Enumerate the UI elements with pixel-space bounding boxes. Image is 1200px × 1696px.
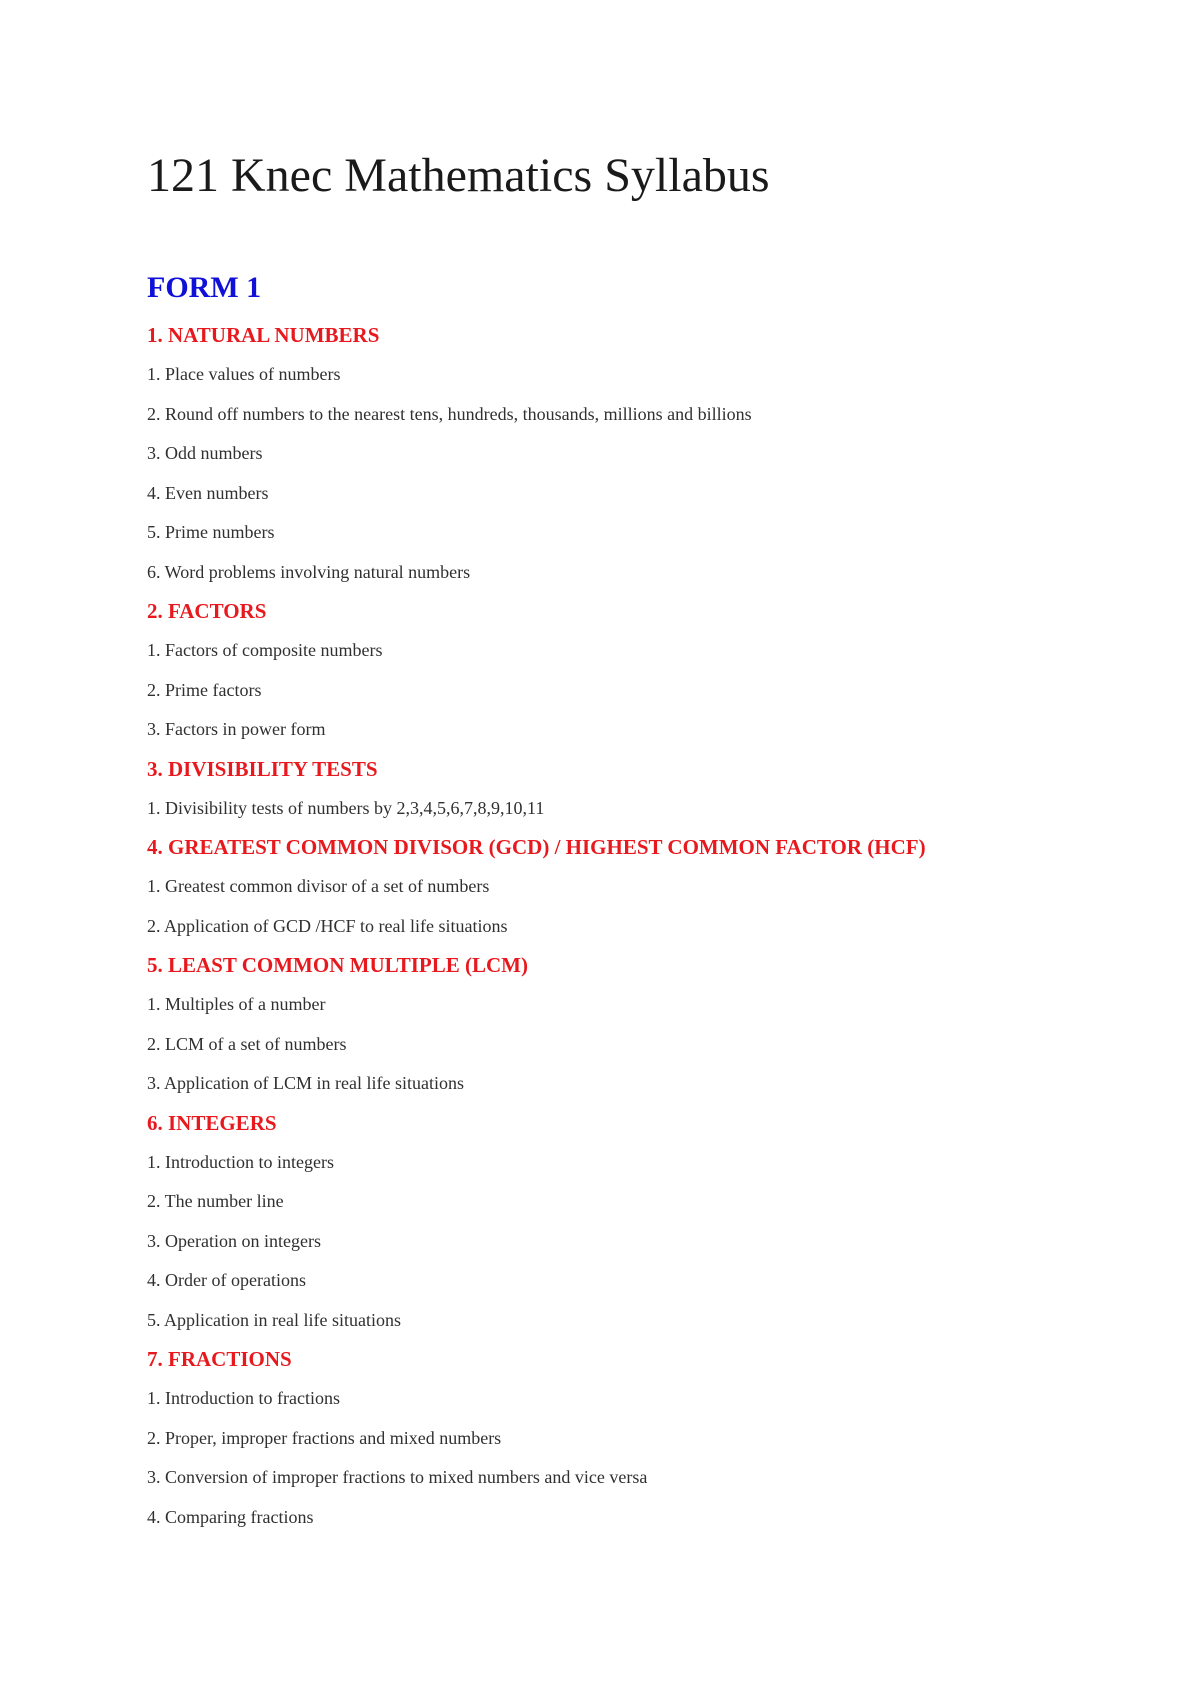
- topic-item: 2. Prime factors: [147, 679, 262, 700]
- topic-item: 3. Conversion of improper fractions to mixed numbers and vice versa: [147, 1467, 648, 1487]
- topic-list: [147, 789, 1107, 829]
- syllabus-section: [147, 316, 1107, 592]
- section-heading: 1. NATURAL NUMBERS: [147, 323, 380, 347]
- topic-item: 4. Comparing fractions: [147, 1506, 314, 1527]
- topic-list: [147, 985, 1107, 1104]
- document-title: 121 Knec Mathematics Syllabus: [147, 149, 770, 202]
- topic-item: 4. Even numbers: [147, 482, 269, 503]
- topic-item: 1. Introduction to integers: [147, 1151, 334, 1172]
- topic-item: 3. Factors in power form: [147, 719, 326, 739]
- topic-item: 6. Word problems involving natural numbers: [147, 561, 471, 582]
- topic-item: 4. Order of operations: [147, 1270, 306, 1290]
- topic-item: 1. Place values of numbers: [147, 364, 341, 384]
- section-heading: 4. GREATEST COMMON DIVISOR (GCD) / HIGHEST COMMON FACTOR (HCF): [147, 835, 926, 859]
- syllabus-section: [147, 1104, 1107, 1341]
- section-heading: 2. FACTORS: [147, 599, 267, 623]
- topic-item: 5. Application in real life situations: [147, 1309, 401, 1330]
- topic-item: 1. Introduction to fractions: [147, 1388, 340, 1408]
- topic-list: [147, 867, 1107, 946]
- topic-list: [147, 1143, 1107, 1341]
- syllabus-section: [147, 750, 1107, 829]
- section-heading: 3. DIVISIBILITY TESTS: [147, 756, 378, 781]
- topic-list: [147, 1379, 1107, 1537]
- topic-item: 3. Application of LCM in real life situations: [147, 1073, 464, 1093]
- topic-item: 3. Operation on integers: [147, 1230, 321, 1251]
- topic-list: [147, 355, 1107, 592]
- topic-item: 2. Application of GCD /HCF to real life situations: [147, 915, 508, 936]
- section-heading: 5. LEAST COMMON MULTIPLE (LCM): [147, 953, 528, 977]
- topic-item: 2. The number line: [147, 1191, 284, 1211]
- topic-item: 3. Odd numbers: [147, 443, 263, 463]
- topic-item: 1. Greatest common divisor of a set of numbers: [147, 876, 490, 896]
- syllabus-section: [147, 592, 1107, 750]
- topic-item: 2. LCM of a set of numbers: [147, 1033, 347, 1054]
- topic-list: [147, 631, 1107, 750]
- topic-item: 2. Proper, improper fractions and mixed numbers: [147, 1427, 502, 1448]
- syllabus-sections: [147, 316, 1107, 1537]
- form-heading: FORM 1: [147, 271, 262, 304]
- topic-item: 1. Multiples of a number: [147, 994, 326, 1014]
- section-heading: 7. FRACTIONS: [147, 1347, 292, 1371]
- topic-item: 2. Round off numbers to the nearest tens, hundreds, thousands, millions and billions: [147, 403, 752, 424]
- topic-item: 1. Divisibility tests of numbers by 2,3,4,5,6,7,8,9,10,11: [147, 797, 545, 818]
- syllabus-section: [147, 828, 1107, 946]
- section-heading: 6. INTEGERS: [147, 1110, 277, 1135]
- topic-item: 5. Prime numbers: [147, 522, 275, 542]
- syllabus-section: [147, 1340, 1107, 1537]
- topic-item: 1. Factors of composite numbers: [147, 640, 383, 660]
- syllabus-section: [147, 946, 1107, 1104]
